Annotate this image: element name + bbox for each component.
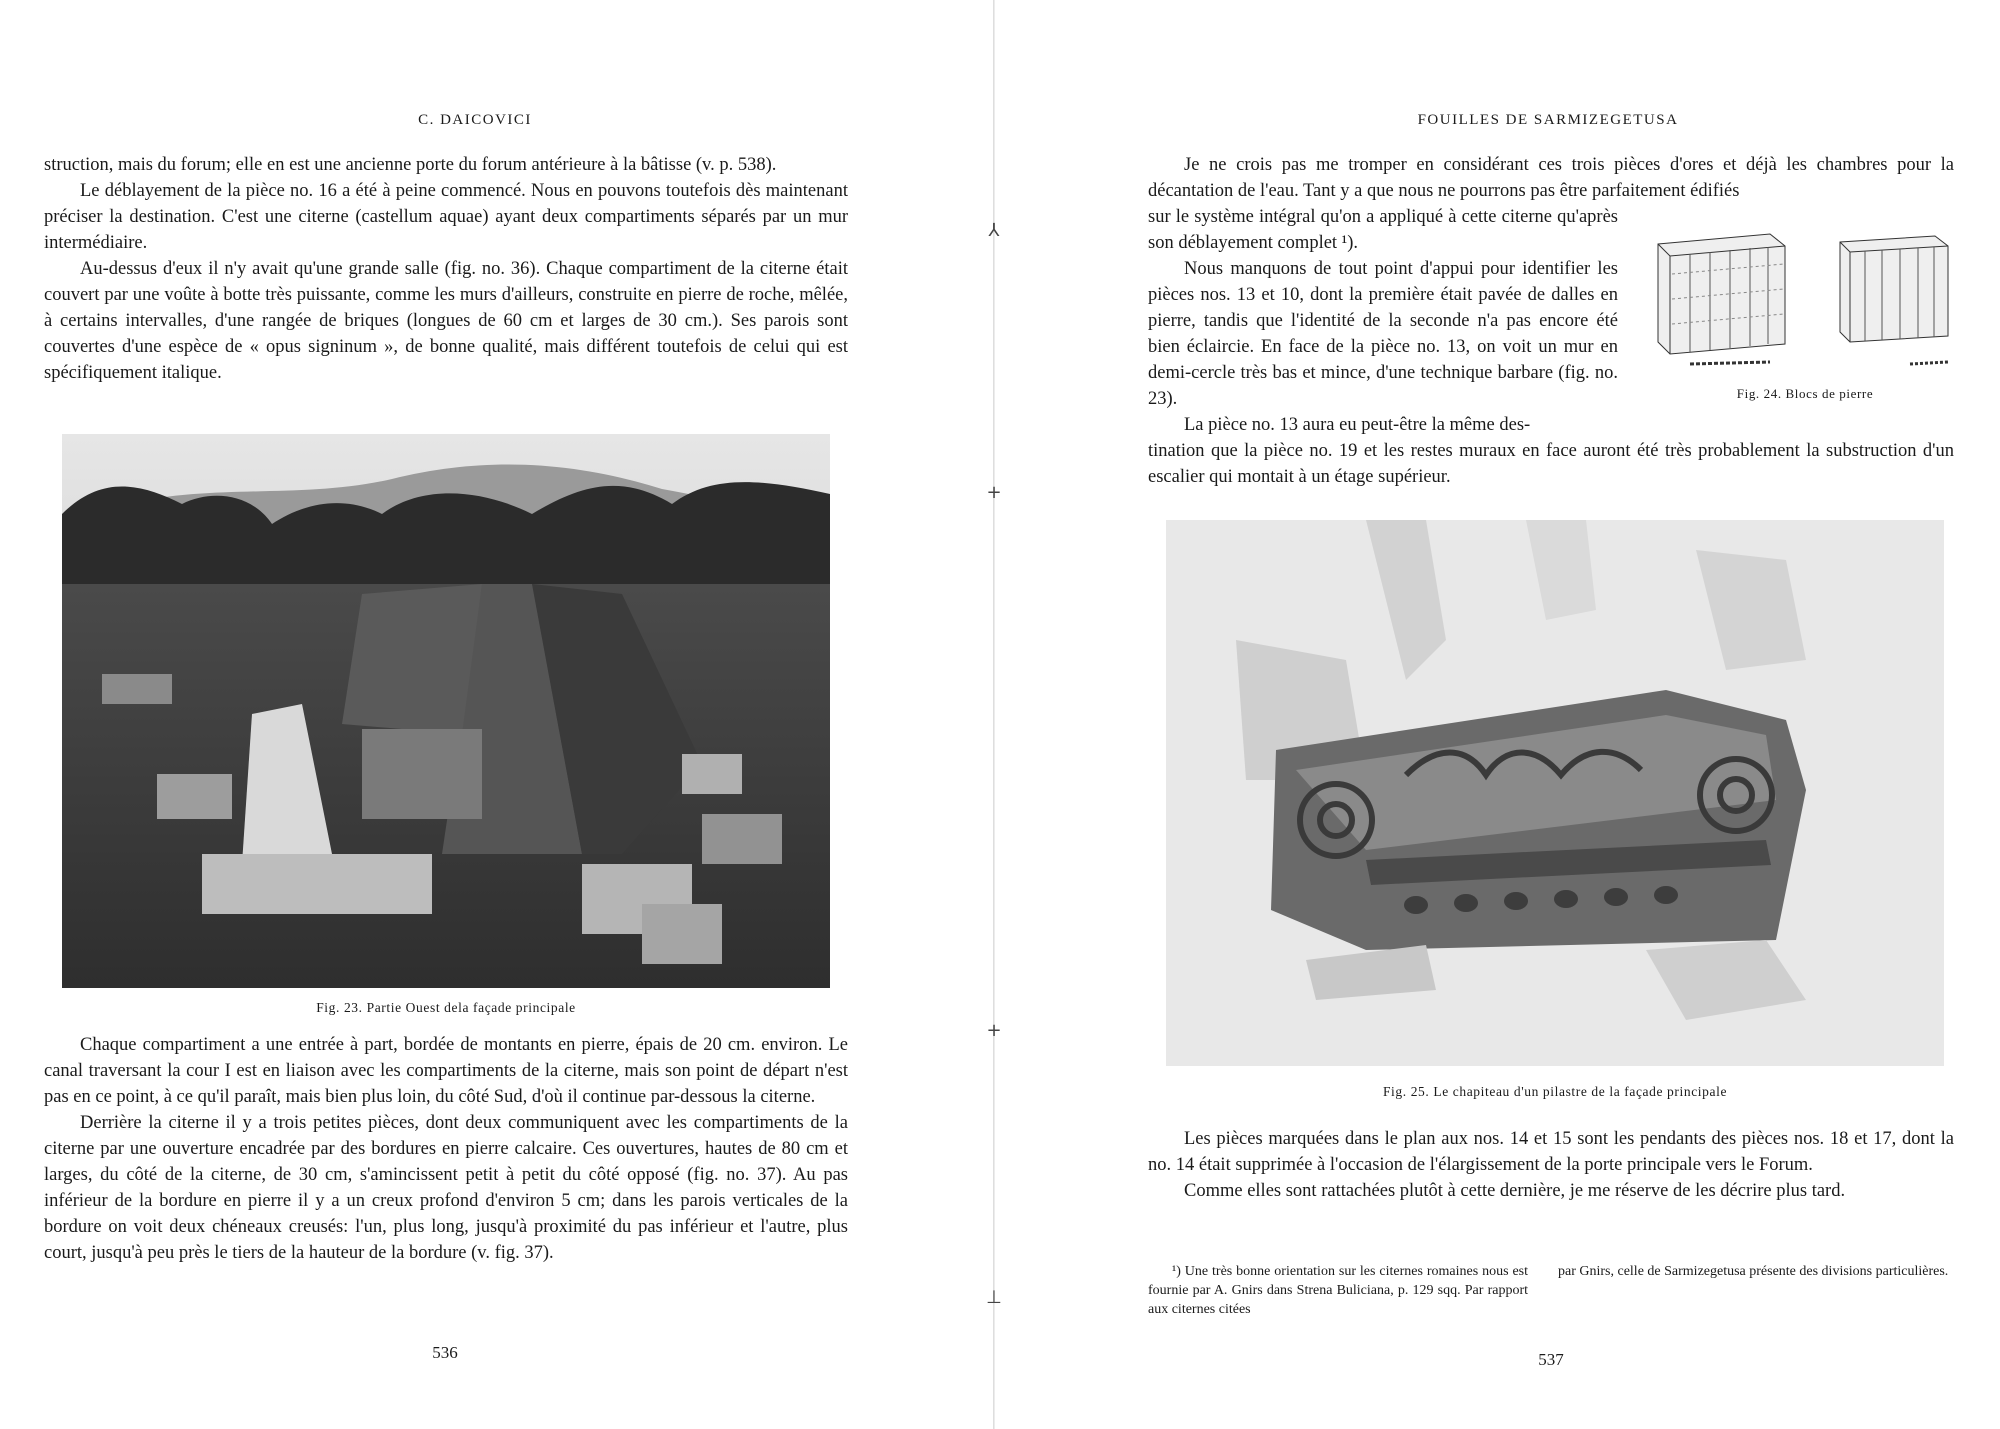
paragraph: Chaque compartiment a une entrée à part, bordée de montants en pierre, épais de 20 cm. environ. Le canal traversant la cour I est en liaison avec les compartiments de la citerne, mais son point de départ n'est pas en ce point, à ce qu'il paraît, mais bien plus loin, du côté Sud, d'où il continue par-dessous la citerne. xyxy=(44,1035,848,1107)
page-number-left: 536 xyxy=(432,1343,458,1362)
right-text-bottom xyxy=(1148,1126,1954,1204)
paragraph: Le déblayement de la pièce no. 16 a été à peine commencé. Nous en pouvons toutefois dès maintenant préciser la destination. C'est une citerne (castellum aquae) ayant deux compartiments séparés par un mur intermédiaire. xyxy=(44,181,848,253)
stone-blocks-drawing xyxy=(1650,224,1960,374)
stitch-mark: + xyxy=(986,482,1002,503)
left-page xyxy=(0,0,990,1429)
ruins-photo-illustration xyxy=(62,434,830,988)
capital-photo-illustration xyxy=(1166,520,1944,1066)
book-gutter xyxy=(993,0,995,1429)
left-text-bottom xyxy=(44,1032,848,1266)
paragraph: Je ne crois pas me tromper en considérant ces trois pièces d'ores et déjà les chambres pour la décantation de l'eau. Tant y a que nous ne pourrons pas être parfaitement édifiés xyxy=(1148,155,1954,201)
right-text-wide-2 xyxy=(1148,438,1954,490)
paragraph: Les pièces marquées dans le plan aux nos. 14 et 15 sont les pendants des pièces nos. 18 et 17, dont la no. 14 était supprimée à l'occasion de l'élargissement de la porte principale vers le Forum. xyxy=(1148,1129,1954,1175)
left-text-top xyxy=(44,152,848,386)
paragraph: Comme elles sont rattachées plutôt à cette dernière, je me réserve de les décrire plus tard. xyxy=(1184,1181,1846,1201)
running-head-left: C. DAICOVICI xyxy=(418,112,532,128)
paragraph: struction, mais du forum; elle en est une ancienne porte du forum antérieure à la bâtisse (v. p. 538). xyxy=(44,155,777,175)
figure-23-photo xyxy=(62,434,830,988)
paragraph: sur le système intégral qu'on a appliqué à cette citerne qu'après son déblayement complet ¹). xyxy=(1148,207,1618,253)
page-number-right: 537 xyxy=(1538,1350,1564,1369)
figure-24-drawing xyxy=(1650,224,1960,374)
figure-25-photo xyxy=(1166,520,1944,1066)
right-text-wide-1 xyxy=(1148,152,1954,204)
stitch-mark: ⊥ xyxy=(986,1287,1002,1308)
paragraph: Au-dessus d'eux il n'y avait qu'une grande salle (fig. no. 36). Chaque compartiment de la citerne était couvert par une voûte à botte très puissante, comme les murs d'ailleurs, construite en pierre de roche, mêlée, à certains intervalles, d'une rangée de briques (longues de 60 cm et larges de 30 cm.). Ses parois sont couvertes d'une espèce de « opus signinum », de bonne qualité, mais différent toutefois de celui qui est spécifiquement italique. xyxy=(44,259,848,383)
footnote-1-part-2: par Gnirs, celle de Sarmizegetusa présente des divisions particulières. xyxy=(1558,1264,1949,1279)
figure-24-caption: Fig. 24. Blocs de pierre xyxy=(1736,386,1874,401)
paragraph: Nous manquons de tout point d'appui pour identifier les pièces nos. 13 et 10, dont la première était pavée de dalles en pierre, tandis que l'identité de la seconde n'a pas encore été bien éclaircie. En face de la pièce no. 13, on voit un mur en demi-cercle très bas et mince, d'une technique barbare (fig. no. 23). xyxy=(1148,259,1618,409)
running-head-right: FOUILLES DE SARMIZEGETUSA xyxy=(1417,112,1679,128)
stitch-mark: + xyxy=(986,1020,1002,1041)
right-text-narrow xyxy=(1148,204,1618,438)
paragraph: tination que la pièce no. 19 et les restes muraux en face auront été très probablement la substruction d'un escalier qui montait à un étage supérieur. xyxy=(1148,441,1954,487)
right-page xyxy=(1000,0,2000,1429)
paragraph: La pièce no. 13 aura eu peut-être la même des- xyxy=(1184,415,1531,435)
footnote-1-part-1: ¹) Une très bonne orientation sur les citernes romaines nous est fournie par A. Gnirs dans Strena Buliciana, p. 129 sqq. Par rapport aux citernes citées xyxy=(1148,1264,1528,1317)
footnotes xyxy=(1148,1262,1954,1322)
paragraph: Derrière la citerne il y a trois petites pièces, dont deux communiquent avec les compartiments de la citerne par une ouverture encadrée par des bordures en pierre calcaire. Ces ouvertures, hautes de 80 cm et larges, du côté de la citerne, de 30 cm, s'amincissent petit à petit du côté opposé (fig. no. 37). Au pas inférieur de la bordure en pierre il y a un creux profond d'environ 5 cm; dans les parois verticales de la bordure on voit deux chéneaux creusés: l'un, plus long, jusqu'à proximité du pas inférieur et l'autre, plus court, jusqu'à peu près le tiers de la hauteur de la bordure (v. fig. 37). xyxy=(44,1113,848,1263)
figure-25-caption: Fig. 25. Le chapiteau d'un pilastre de la façade principale xyxy=(1382,1084,1728,1099)
stitch-mark: ⅄ xyxy=(988,220,1000,241)
figure-23-caption: Fig. 23. Partie Ouest dela façade principale xyxy=(316,1000,576,1015)
